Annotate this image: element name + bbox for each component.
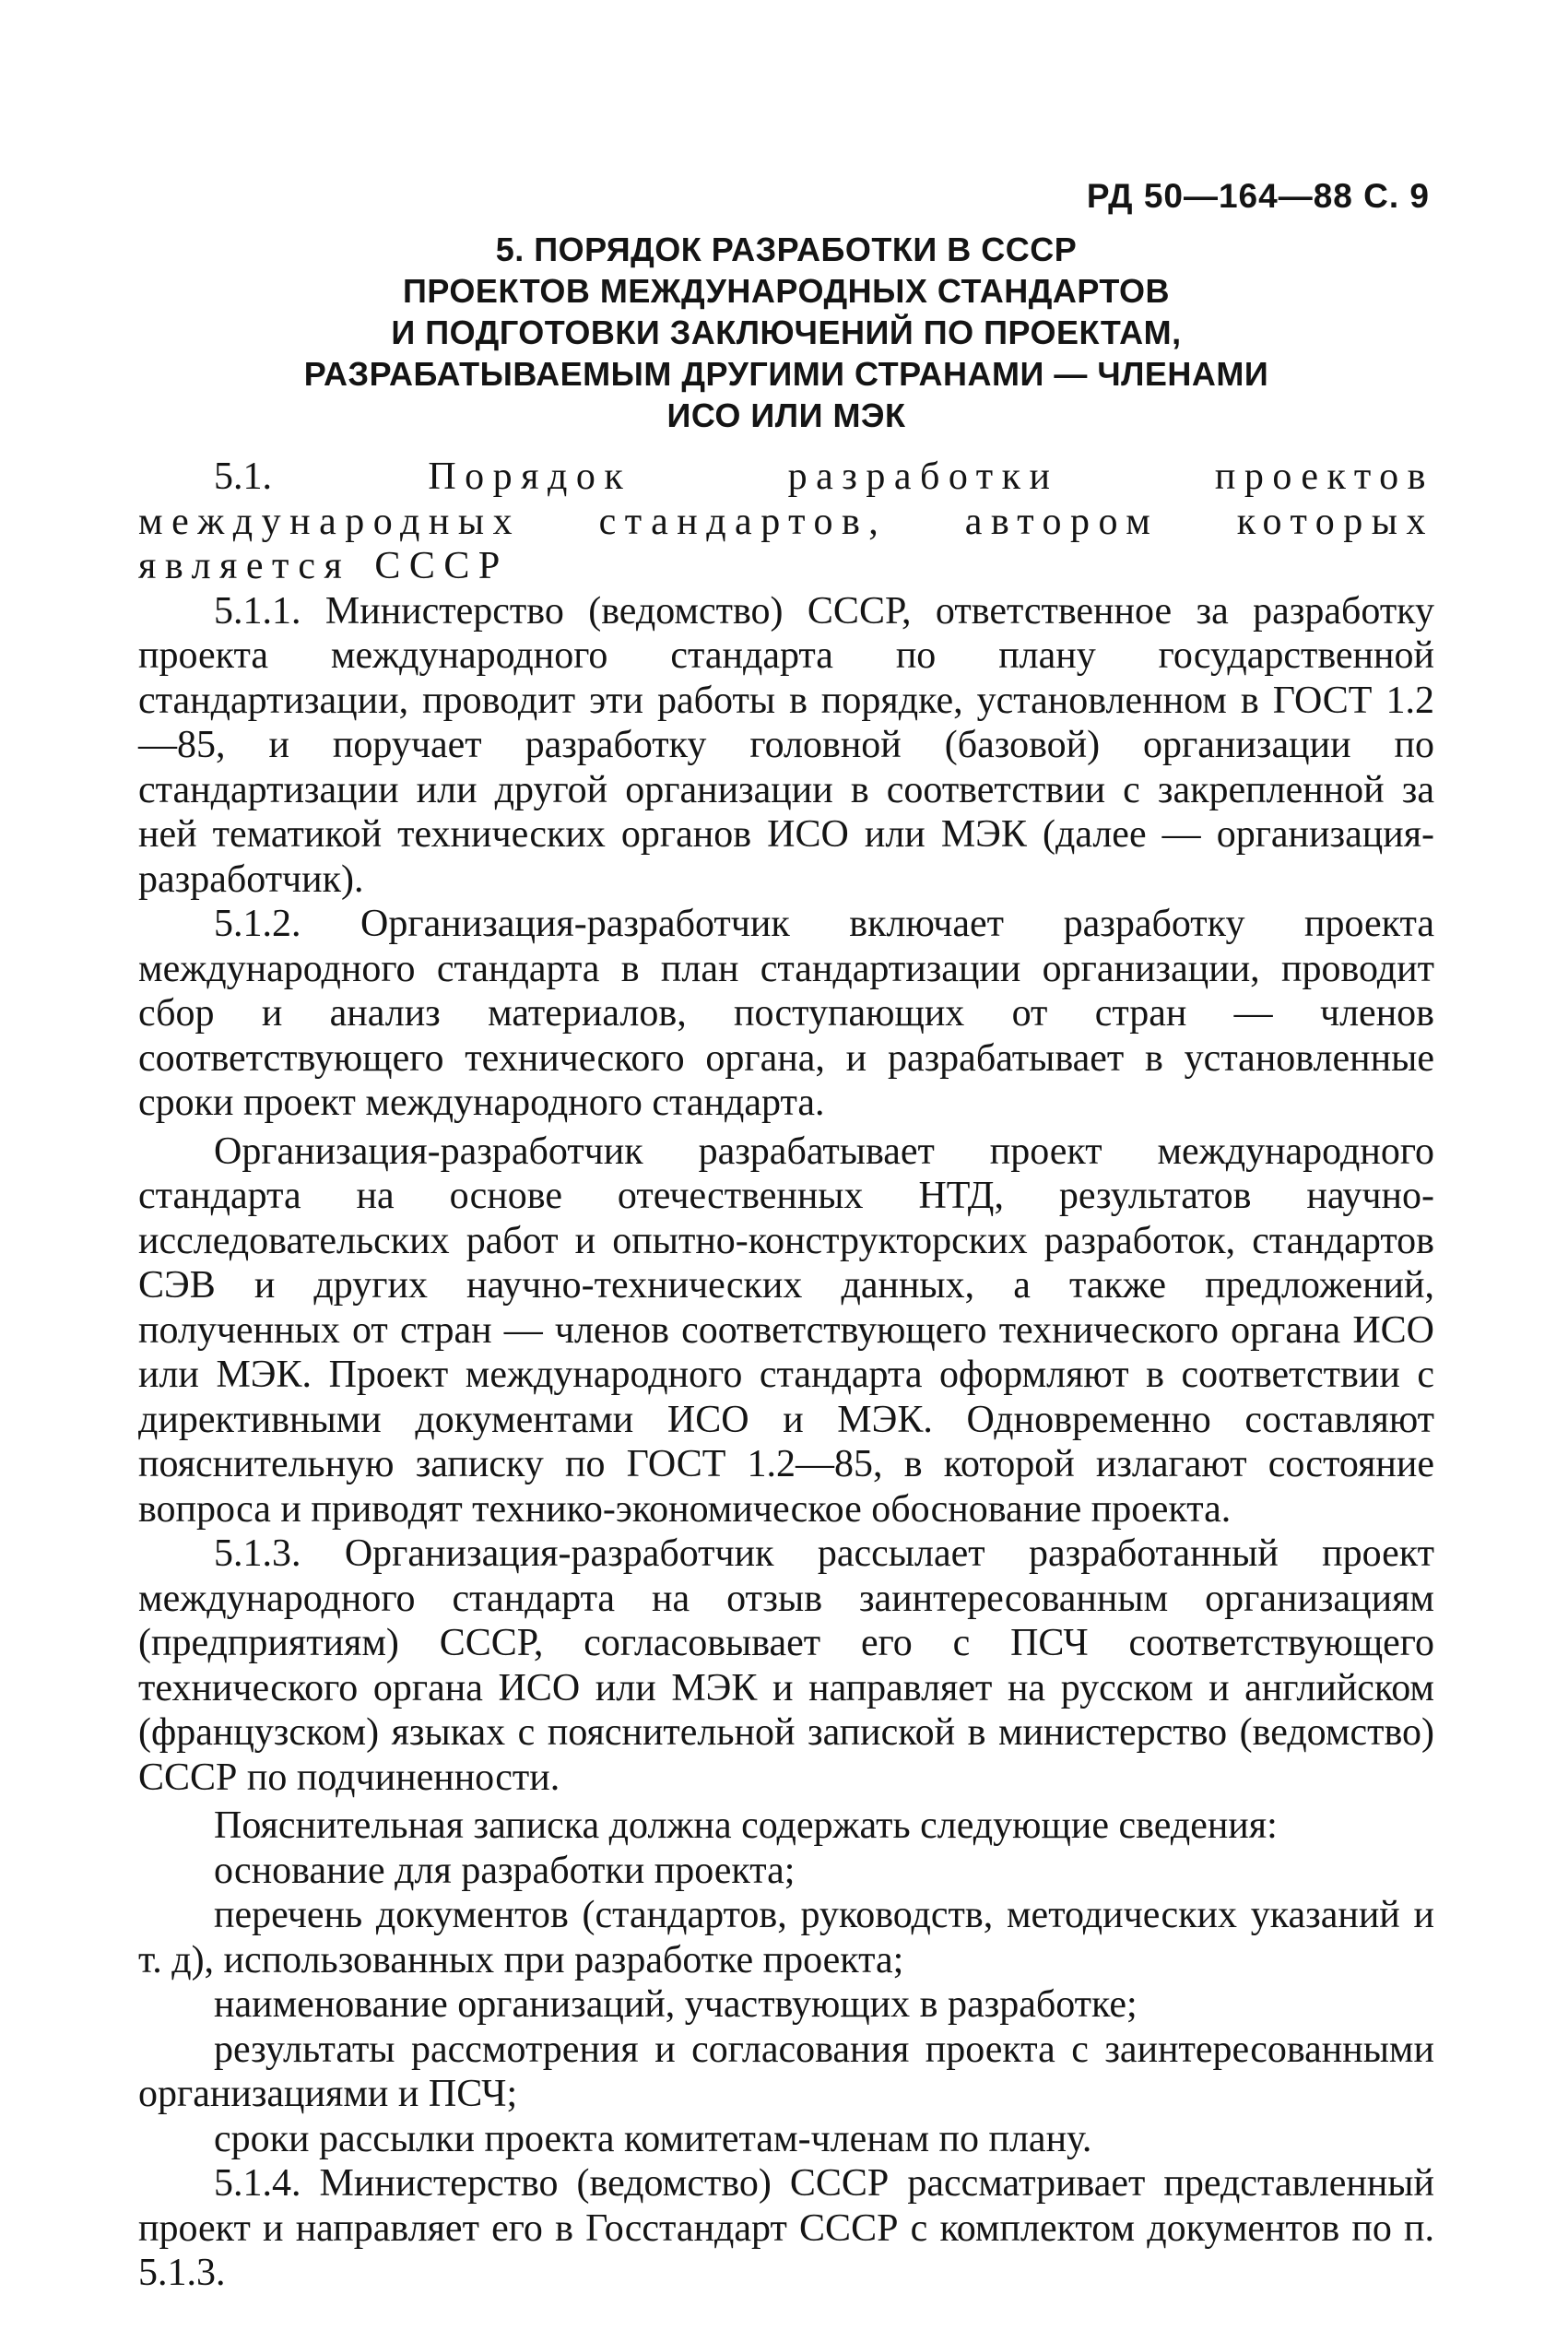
paragraph-5-1-3: 5.1.3. Организация-разработчик рассылает разработанный проект международного стандарта на отзыв заинтересованным организациям (предприятиям) СССР, согласовывает его с ПСЧ соответствующего технического органа ИСО или МЭК и направляет на русском и английском (французском) языках с пояснительной запиской в министерство (ведомство) СССР по подчиненности.: [138, 1532, 1434, 1799]
subsection-number: 5.1.: [214, 455, 272, 498]
paragraph-developer: Организация-разработчик разрабатывает проект международного стандарта на основе отечественных НТД, результатов научно-исследовательских работ и опытно-конструкторских разработок, стандартов СЭВ и других научно-технических данных, а также предложений, полученных от стран — членов соответствующего технического органа ИСО или МЭК. Проект международного стандарта оформляют в соответствии с директивными документами ИСО и МЭК. Одновременно составляют пояснительную записку по ГОСТ 1.2—85, в которой излагают состояние вопроса и приводят технико-экономическое обоснование проекта.: [138, 1130, 1434, 1531]
list-item: сроки рассылки проекта комитетам-членам по плану.: [214, 2117, 1092, 2160]
paragraph-5-1-1: 5.1.1. Министерство (ведомство) СССР, ответственное за разработку проекта международного стандарта по плану государственной стандартизации, проводит эти работы в порядке, установленном в ГОСТ 1.2—85, и поручает разработку головной (базовой) организации по стандартизации или другой организации в соответствии с закрепленной за ней тематикой технических органов ИСО или МЭК (далее — организация-разработчик).: [138, 589, 1434, 901]
list-item: наименование организаций, участвующих в разработке;: [214, 1983, 1138, 2026]
subsection-heading-text: Порядок разработки проектов международных стандартов, автором которых является СССР: [138, 455, 1434, 587]
title-line: РАЗРАБАТЫВАЕМЫМ ДРУГИМИ СТРАНАМИ — ЧЛЕНАМИ: [303, 355, 1269, 393]
title-line: И ПОДГОТОВКИ ЗАКЛЮЧЕНИЙ ПО ПРОЕКТАМ,: [391, 313, 1182, 351]
list-item: перечень документов (стандартов, руководств, методических указаний и т. д), использованных при разработке проекта;: [138, 1894, 1434, 1981]
list-item: результаты рассмотрения и согласования проекта с заинтересованными организациями и ПСЧ;: [138, 2028, 1434, 2115]
body-text: [138, 455, 1434, 2296]
subsection-heading-5-1: [138, 455, 1434, 589]
paragraph-5-1-4: 5.1.4. Министерство (ведомство) СССР рассматривает представленный проект и направляет его в Госстандарт СССР с комплектом документов по п. 5.1.3.: [138, 2162, 1434, 2294]
page-content: [138, 229, 1434, 2296]
paragraph-5-1-2: 5.1.2. Организация-разработчик включает разработку проекта международного стандарта в план стандартизации организации, проводит сбор и анализ материалов, поступающих от стран — членов соответствующего технического органа, и разрабатывает в установленные сроки проект международного стандарта.: [138, 903, 1434, 1124]
paragraph-note-intro: Пояснительная записка должна содержать следующие сведения:: [214, 1804, 1278, 1847]
title-line: 5. ПОРЯДОК РАЗРАБОТКИ В СССР: [495, 231, 1078, 268]
title-line: ПРОЕКТОВ МЕЖДУНАРОДНЫХ СТАНДАРТОВ: [403, 272, 1170, 310]
title-line: ИСО ИЛИ МЭК: [666, 396, 906, 434]
list-item: основание для разработки проекта;: [214, 1849, 796, 1892]
page-header: РД 50—164—88 С. 9: [1086, 177, 1430, 215]
section-title: [138, 229, 1434, 436]
